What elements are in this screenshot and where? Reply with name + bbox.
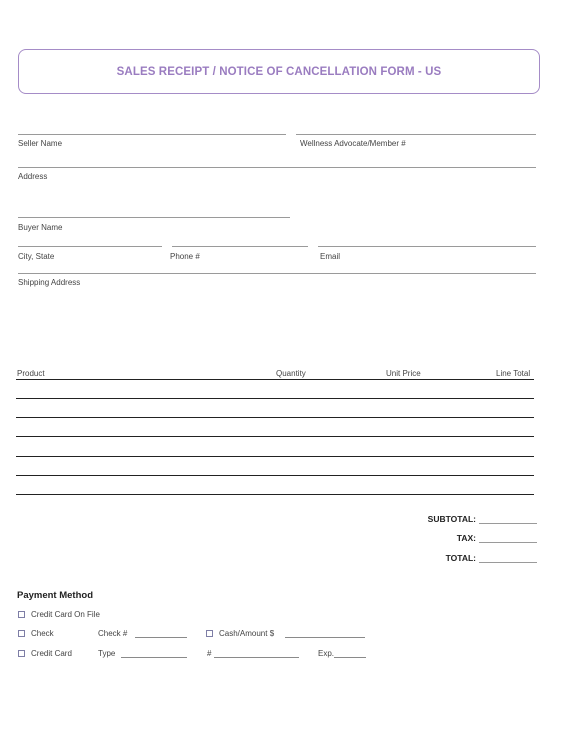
- phone-line[interactable]: [172, 246, 308, 247]
- address-label: Address: [18, 172, 48, 181]
- address-line[interactable]: [18, 167, 536, 168]
- cash-checkbox[interactable]: [206, 630, 213, 637]
- city-state-label: City, State: [18, 252, 55, 261]
- card-exp-field[interactable]: [334, 657, 366, 658]
- table-row[interactable]: [16, 456, 534, 457]
- buyer-name-label: Buyer Name: [18, 223, 63, 232]
- total-label: TOTAL:: [445, 553, 476, 563]
- total-line[interactable]: [479, 562, 537, 563]
- card-exp-label: Exp.: [318, 649, 335, 658]
- product-header: Product: [17, 369, 45, 378]
- payment-method-title: Payment Method: [17, 590, 94, 601]
- form-title-box: [18, 49, 540, 94]
- cash-amount-field[interactable]: [285, 637, 365, 638]
- table-row[interactable]: [16, 436, 534, 437]
- seller-name-line[interactable]: [18, 134, 286, 135]
- table-row[interactable]: [16, 417, 534, 418]
- quantity-header: Quantity: [276, 369, 306, 378]
- shipping-address-line[interactable]: [18, 273, 536, 274]
- table-row[interactable]: [16, 494, 534, 495]
- credit-card-checkbox[interactable]: [18, 650, 25, 657]
- cash-amount-label: Cash/Amount $: [219, 629, 275, 638]
- seller-name-label: Seller Name: [18, 139, 63, 148]
- table-row[interactable]: [16, 398, 534, 399]
- unit-price-header: Unit Price: [386, 369, 421, 378]
- credit-card-on-file-checkbox[interactable]: [18, 611, 25, 618]
- tax-label: TAX:: [456, 533, 476, 543]
- table-row[interactable]: [16, 475, 534, 476]
- shipping-address-label: Shipping Address: [18, 278, 81, 287]
- credit-card-on-file-label: Credit Card On File: [31, 610, 100, 619]
- line-total-header: Line Total: [496, 369, 531, 378]
- buyer-name-line[interactable]: [18, 217, 290, 218]
- wellness-advocate-line[interactable]: [296, 134, 536, 135]
- check-label: Check: [31, 629, 54, 638]
- form-title: SALES RECEIPT / NOTICE OF CANCELLATION FORM - US: [116, 65, 442, 78]
- email-label: Email: [320, 252, 341, 261]
- subtotal-line[interactable]: [479, 523, 537, 524]
- check-checkbox[interactable]: [18, 630, 25, 637]
- subtotal-label: SUBTOTAL:: [427, 514, 476, 524]
- check-number-field[interactable]: [135, 637, 187, 638]
- table-header-rule: [16, 379, 534, 380]
- card-number-label: #: [207, 649, 212, 658]
- email-line[interactable]: [318, 246, 536, 247]
- phone-label: Phone #: [170, 252, 200, 261]
- check-number-label: Check #: [98, 629, 128, 638]
- card-number-field[interactable]: [214, 657, 299, 658]
- credit-card-label: Credit Card: [31, 649, 72, 658]
- city-state-line[interactable]: [18, 246, 162, 247]
- card-type-label: Type: [98, 649, 116, 658]
- wellness-advocate-label: Wellness Advocate/Member #: [300, 139, 406, 148]
- card-type-field[interactable]: [121, 657, 187, 658]
- tax-line[interactable]: [479, 542, 537, 543]
